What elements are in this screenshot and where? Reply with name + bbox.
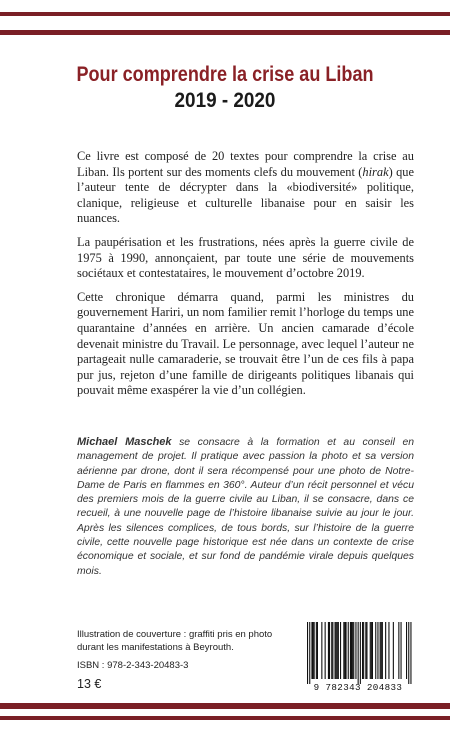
credit-line-1: Illustration de couverture : graffiti pris en photo: [77, 629, 273, 640]
barcode-bar: [350, 622, 351, 679]
barcode-bar: [311, 622, 312, 679]
book-price: 13 €: [77, 677, 102, 691]
credit-line-2: durant les manifestations à Beyrouth.: [77, 642, 234, 653]
book-subtitle-years: 2019 - 2020: [174, 89, 276, 112]
barcode-bar: [410, 622, 411, 684]
barcode-bar: [360, 622, 361, 684]
barcode-bar: [317, 622, 318, 679]
barcode-bar: [375, 622, 376, 679]
barcode-bar: [337, 622, 338, 679]
barcode-bar: [388, 622, 389, 679]
barcode-bar: [348, 622, 349, 679]
barcode-bar: [358, 622, 359, 684]
barcode-bar: [401, 622, 402, 679]
barcode-bar: [328, 622, 329, 679]
bottom-decorative-band-thick: [0, 703, 450, 709]
author-name: Michael Maschek: [77, 436, 172, 448]
barcode-bar: [340, 622, 341, 679]
barcode-bar: [385, 622, 386, 679]
barcode-bar: [365, 622, 366, 679]
barcode-bar: [346, 622, 347, 679]
author-biography: [77, 435, 414, 579]
barcode-number: 9 782343 204833: [313, 682, 403, 693]
summary-paragraph-3: Cette chronique démarra quand, parmi les ministres du gouvernement Hariri, un nom familier remit l’horloge du temps une quarantaine d’années en arrière. Un ancien camarade d’école devenait ministre du Travail. Le personnage, avec lequel l’auteur ne partageait nulle camaraderie, se trouvait être l’un de ces fils à papa pur jus, rejeton d’une famille de dirigeants politiques libanais qui pouvait même exaspérer la vie d’un collégien.: [77, 289, 414, 398]
barcode-bar: [380, 622, 381, 679]
summary-paragraph-2: La paupérisation et les frustrations, nées après la guerre civile de 1975 à 1990, annonçaient, par toute une série de mouvements sociétaux et contestataires, le mouvement d’octobre 2019.: [77, 234, 414, 281]
top-decorative-band-thick: [0, 30, 450, 35]
barcode-bar: [332, 622, 333, 679]
barcode-bar: [366, 622, 367, 679]
barcode-bar: [331, 622, 332, 679]
book-title: Pour comprendre la crise au Liban: [76, 63, 374, 86]
barcode-bar: [382, 622, 383, 679]
barcode-bar: [351, 622, 352, 679]
summary-p1-italic-term: hirak: [362, 164, 389, 179]
isbn-barcode: [299, 622, 417, 696]
barcode-bar: [370, 622, 371, 679]
barcode-bar: [338, 622, 339, 679]
barcode-bar: [371, 622, 372, 679]
barcode-bar: [381, 622, 382, 679]
barcode-bar: [321, 622, 322, 679]
summary-p1-start: Ce livre est composé de 20 textes pour comprendre la crise au Liban. Ils portent sur des moments clefs du mouvement (: [77, 149, 414, 179]
barcode-bar: [393, 622, 394, 679]
cover-illustration-credit: [77, 628, 297, 654]
barcode-bar: [363, 622, 364, 679]
barcode-bar: [398, 622, 399, 679]
barcode-bar: [377, 622, 378, 679]
barcode-bar: [352, 622, 353, 679]
barcode-bar: [314, 622, 315, 679]
barcode-bar: [408, 622, 409, 684]
barcode-bar: [307, 622, 308, 684]
top-decorative-band: [0, 12, 450, 16]
back-cover-summary: [77, 149, 414, 399]
barcode-bar: [313, 622, 314, 679]
summary-p1-end: ) que l’auteur tente de décrypter dans la «biodiversité» politique, clanique, religieuse et culturelle libanaise pour en saisir les nuances.: [77, 164, 414, 226]
barcode-bar: [353, 622, 354, 679]
barcode-bar: [372, 622, 373, 679]
barcode-bars-graphic: [299, 622, 417, 684]
isbn-number: ISBN : 978-2-343-20483-3: [77, 660, 189, 671]
summary-paragraph-1: [77, 149, 414, 227]
barcode-bar: [329, 622, 330, 679]
author-bio-text: se consacre à la formation et au conseil en management de projet. Il pratique avec passion la photo et sa version aérienne par drone, dont il sera récompensé pour une photo de Notre-Dame de Paris en flammes en 360°. Auteur d’un récit personnel et vécu des premiers mois de la guerre civile au Liban, il se consacre, dans ce recueil, à une nouvelle page de l’histoire libanaise suivie au jour le jour. Après les silences complices, de tous bords, sur l’histoire de la guerre civile, cette nouvelle page historique est née dans un contexte de crise économique et sociale, et sur fond de pandémie virale depuis quelques mois.: [77, 437, 415, 577]
barcode-bar: [344, 622, 345, 679]
barcode-bar: [309, 622, 310, 684]
barcode-bar: [335, 622, 336, 679]
barcode-bar: [355, 622, 356, 679]
barcode-bar: [325, 622, 326, 679]
barcode-bar: [316, 622, 317, 679]
barcode-bar: [343, 622, 344, 679]
barcode-bar: [406, 622, 407, 679]
bottom-decorative-band: [0, 716, 450, 720]
barcode-bar: [362, 622, 363, 679]
barcode-bar: [336, 622, 337, 679]
